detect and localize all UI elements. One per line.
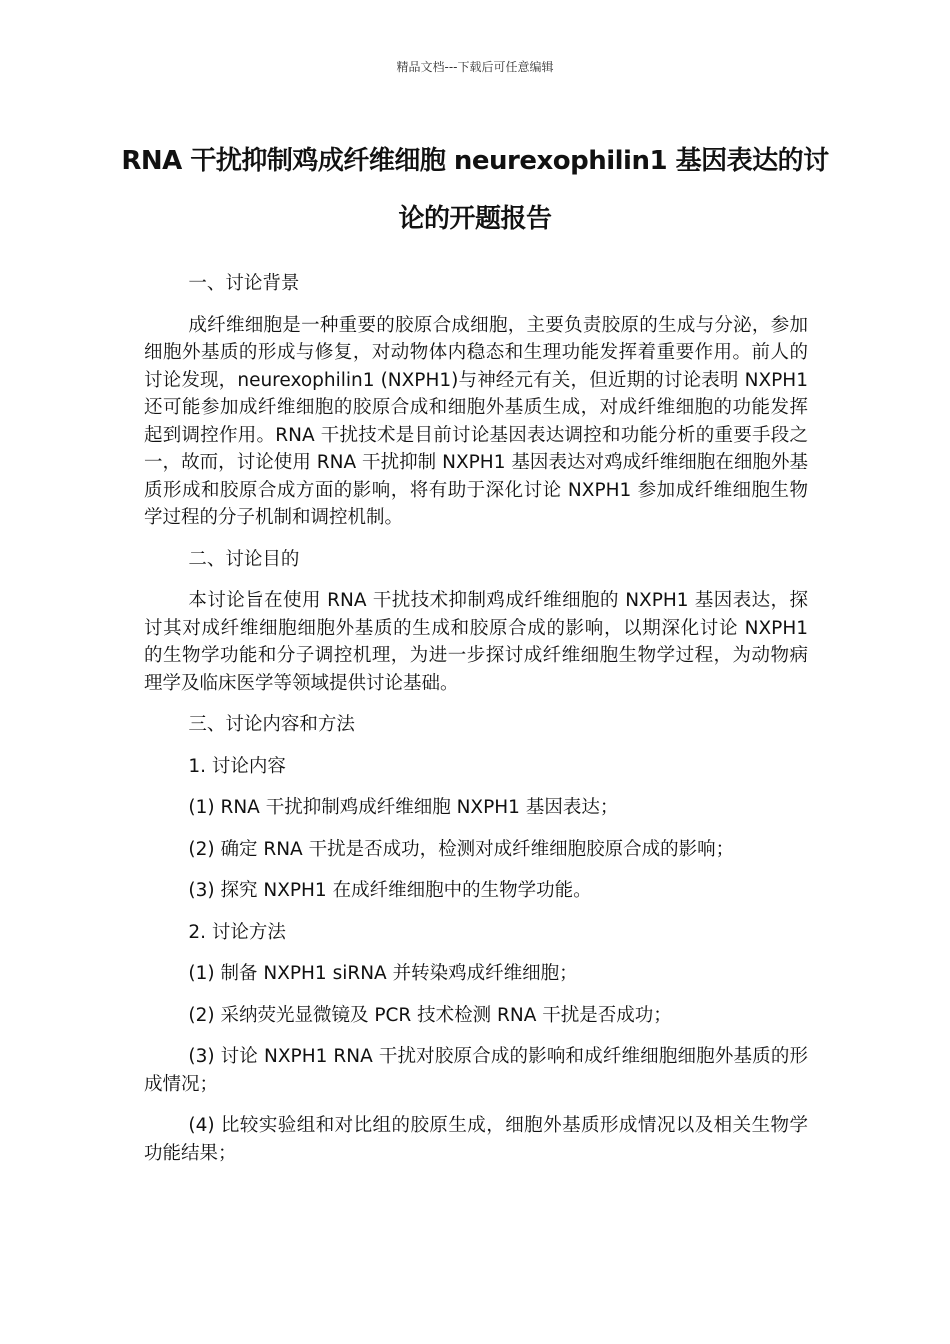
subheading-methods: 2. 讨论方法: [188, 921, 286, 943]
list-item-method-1: (1) 制备 NXPH1 siRNA 并转染鸡成纤维细胞；: [188, 963, 578, 984]
list-item-content-2: (2) 确定 RNA 干扰是否成功，检测对成纤维细胞胶原合成的影响；: [188, 838, 735, 860]
document-title: RNA 干扰抑制鸡成纤维细胞 neurexophilin1 基因表达的讨论的开题报告: [121, 146, 829, 234]
list-item-content-1: (1) RNA 干扰抑制鸡成纤维细胞 NXPH1 基因表达；: [188, 797, 619, 818]
list-item-content-3: (3) 探究 NXPH1 在成纤维细胞中的生物学功能。: [188, 880, 592, 901]
document-body: [144, 270, 808, 1181]
section-heading-purpose: 二、讨论目的: [188, 548, 300, 570]
section-heading-background: 一、讨论背景: [188, 273, 300, 294]
page-header: 精品文档---下载后可任意编辑: [396, 60, 554, 74]
section-heading-content-methods: 三、讨论内容和方法: [188, 714, 355, 735]
list-item-method-3: (3) 讨论 NXPH1 RNA 干扰对胶原合成的影响和成纤维细胞细胞外基质的形成情况；: [144, 1046, 808, 1095]
paragraph-purpose: 本讨论旨在使用 RNA 干扰技术抑制鸡成纤维细胞的 NXPH1 基因表达，探讨其对成纤维细胞细胞外基质的生成和胶原合成的影响，以期深化讨论 NXPH1 的生物学功能和分子调控机理，为进一步探讨成纤维细胞生物学过程，为动物病理学及临床医学等领域提供讨论基础。: [144, 590, 808, 694]
subheading-content: 1. 讨论内容: [188, 755, 286, 777]
list-item-method-2: (2) 采纳荧光显微镜及 PCR 技术检测 RNA 干扰是否成功；: [188, 1004, 672, 1026]
list-item-method-4: (4) 比较实验组和对比组的胶原生成，细胞外基质形成情况以及相关生物学功能结果；: [144, 1115, 808, 1164]
paragraph-background: 成纤维细胞是一种重要的胶原合成细胞，主要负责胶原的生成与分泌，参加细胞外基质的形成与修复，对动物体内稳态和生理功能发挥着重要作用。前人的讨论发现，neurexophilin1 (NXPH1)与神经元有关，但近期的讨论表明 NXPH1 还可能参加成纤维细胞的胶原合成和细胞外基质生成，对成纤维细胞的功能发挥起到调控作用。RNA 干扰技术是目前讨论基因表达调控和功能分析的重要手段之一，故而，讨论使用 RNA 干扰抑制 NXPH1 基因表达对鸡成纤维细胞在细胞外基质形成和胶原合成方面的影响，将有助于深化讨论 NXPH1 参加成纤维细胞生物学过程的分子机制和调控机制。: [144, 314, 808, 528]
